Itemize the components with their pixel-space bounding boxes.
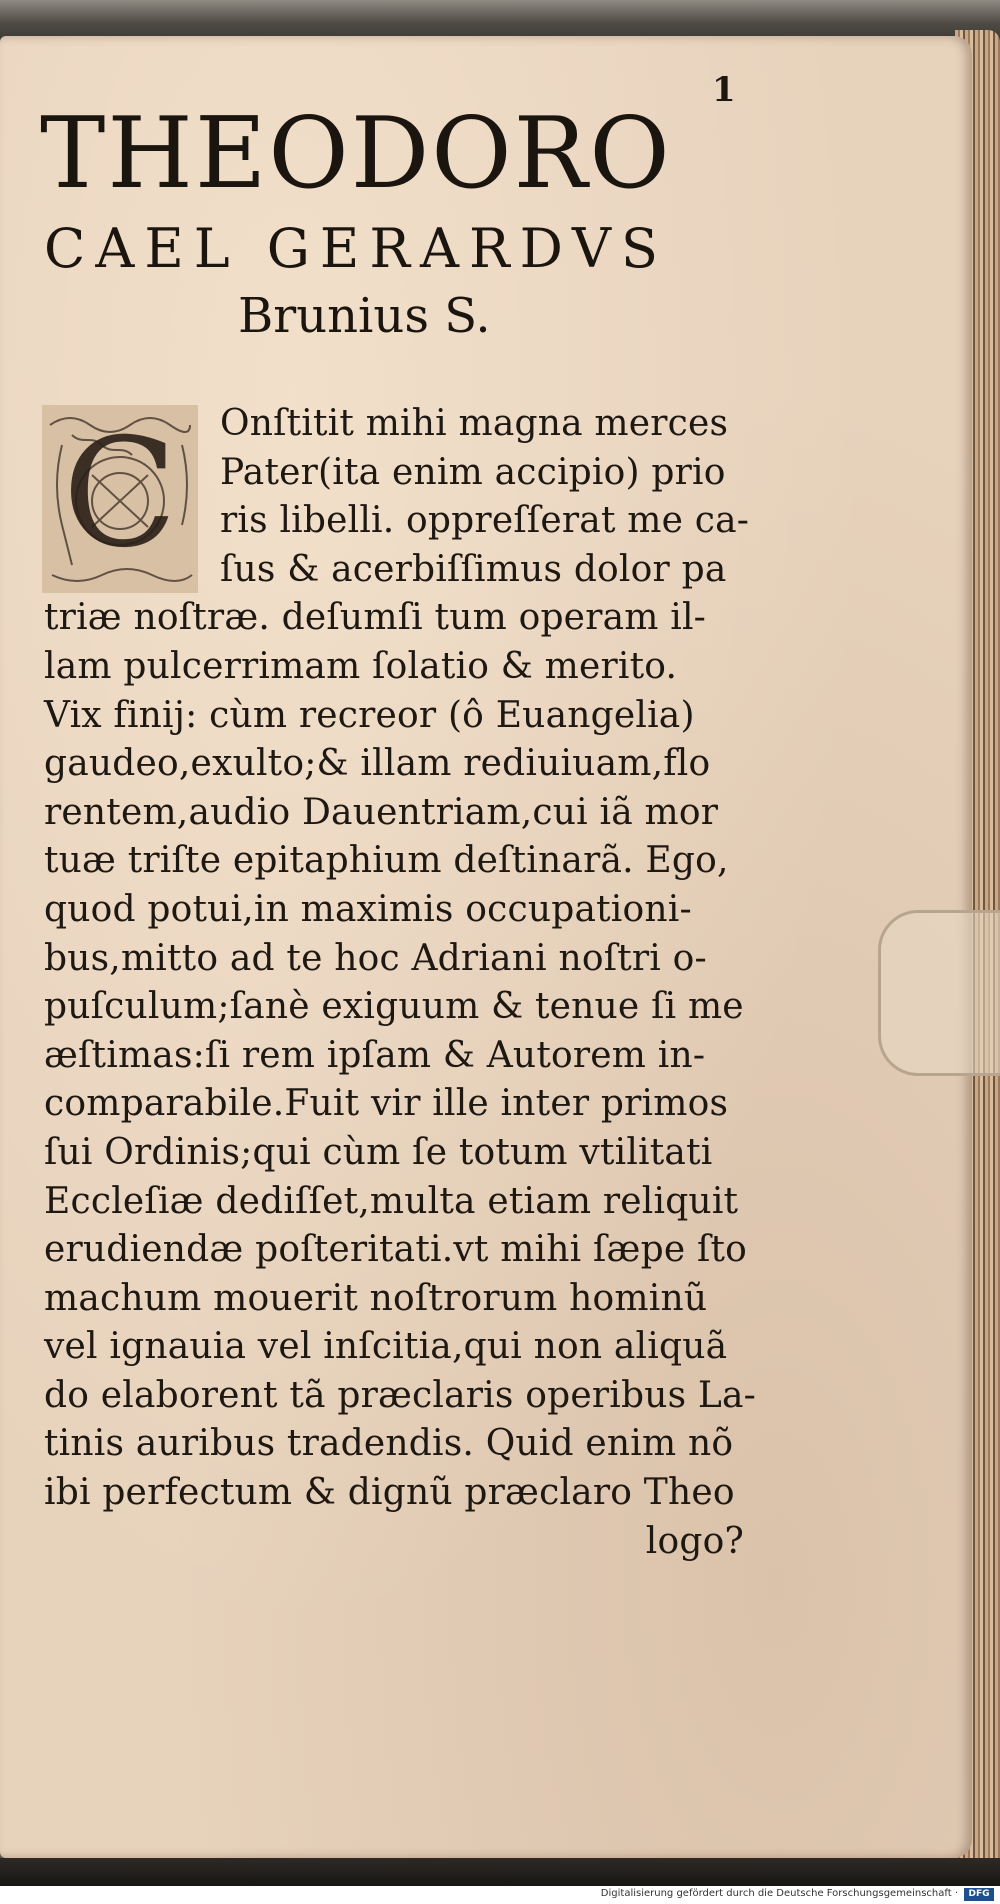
body-line: erudiendæ poſteritati.vt mihi ſæpe ſto [44, 1229, 748, 1271]
page-signature: 1 [712, 70, 736, 110]
body-line: machum mouerit noſtrorum hominũ [44, 1277, 708, 1319]
initial-letter: C [62, 407, 178, 581]
body-line: rentem,audio Dauentriam,cui iã mor [44, 791, 719, 833]
body-line-catchword: logo? [645, 1520, 744, 1562]
body-line: bus,mitto ad te hoc Adriani noſtri o- [44, 937, 707, 979]
body-line: æſtimas:ſi rem ipſam & Autorem in- [44, 1034, 706, 1076]
top-binding-strip [0, 0, 1000, 40]
dfg-logo-icon: DFG [964, 1888, 994, 1901]
footer-bar [0, 1886, 1000, 1904]
heading-line-1: THEODORO [40, 97, 672, 211]
footer-credit: Digitalisierung gefördert durch die Deutsche Forschungsgemeinschaft · [600, 1888, 958, 1899]
body-line: ris libelli. oppreſſerat me ca- [220, 500, 750, 542]
body-line: ibi perfectum & dignũ præclaro Theo [44, 1472, 735, 1514]
body-line: tuæ triſte epitaphium deſtinarã. Ego, [44, 840, 729, 882]
body-line: do elaborent tã præclaris operibus La- [44, 1374, 757, 1416]
body-line: Vix finij: cùm recreor (ô Euangelia) [44, 694, 695, 736]
page-clip [878, 910, 1000, 1076]
body-line: Eccleſiæ dediſſet,multa etiam reliquit [44, 1180, 739, 1222]
body-line: tinis auribus tradendis. Quid enim nõ [44, 1423, 734, 1465]
body-line: puſculum;ſanè exiguum & tenue ſi me [44, 986, 744, 1028]
body-line: gaudeo,exulto;& illam rediuiuam,flo [44, 743, 711, 785]
body-line: quod potui,in maximis occupationi- [44, 888, 692, 930]
body-line: lam pulcerrimam ſolatio & merito. [44, 645, 678, 687]
body-line: comparabile.Fuit vir ille inter primos [44, 1083, 729, 1125]
body-line: ſus & acerbiſſimus dolor pa [220, 548, 727, 590]
body-line: Onſtitit mihi magna merces [220, 403, 729, 444]
heading-line-2: CAEL GERARDVS [44, 217, 668, 280]
body-line: triæ noſtræ. deſumſi tum operam il- [44, 597, 707, 639]
body-line: Pater(ita enim accipio) prio [220, 451, 726, 493]
bottom-binding-band [0, 1858, 1000, 1886]
heading-line-3: Brunius S. [238, 288, 491, 344]
body-line: vel ignauia vel inſcitia,qui non aliquã [44, 1326, 728, 1368]
body-text [44, 400, 757, 1566]
body-line: ſui Ordinis;qui cùm ſe totum vtilitati [44, 1131, 713, 1173]
